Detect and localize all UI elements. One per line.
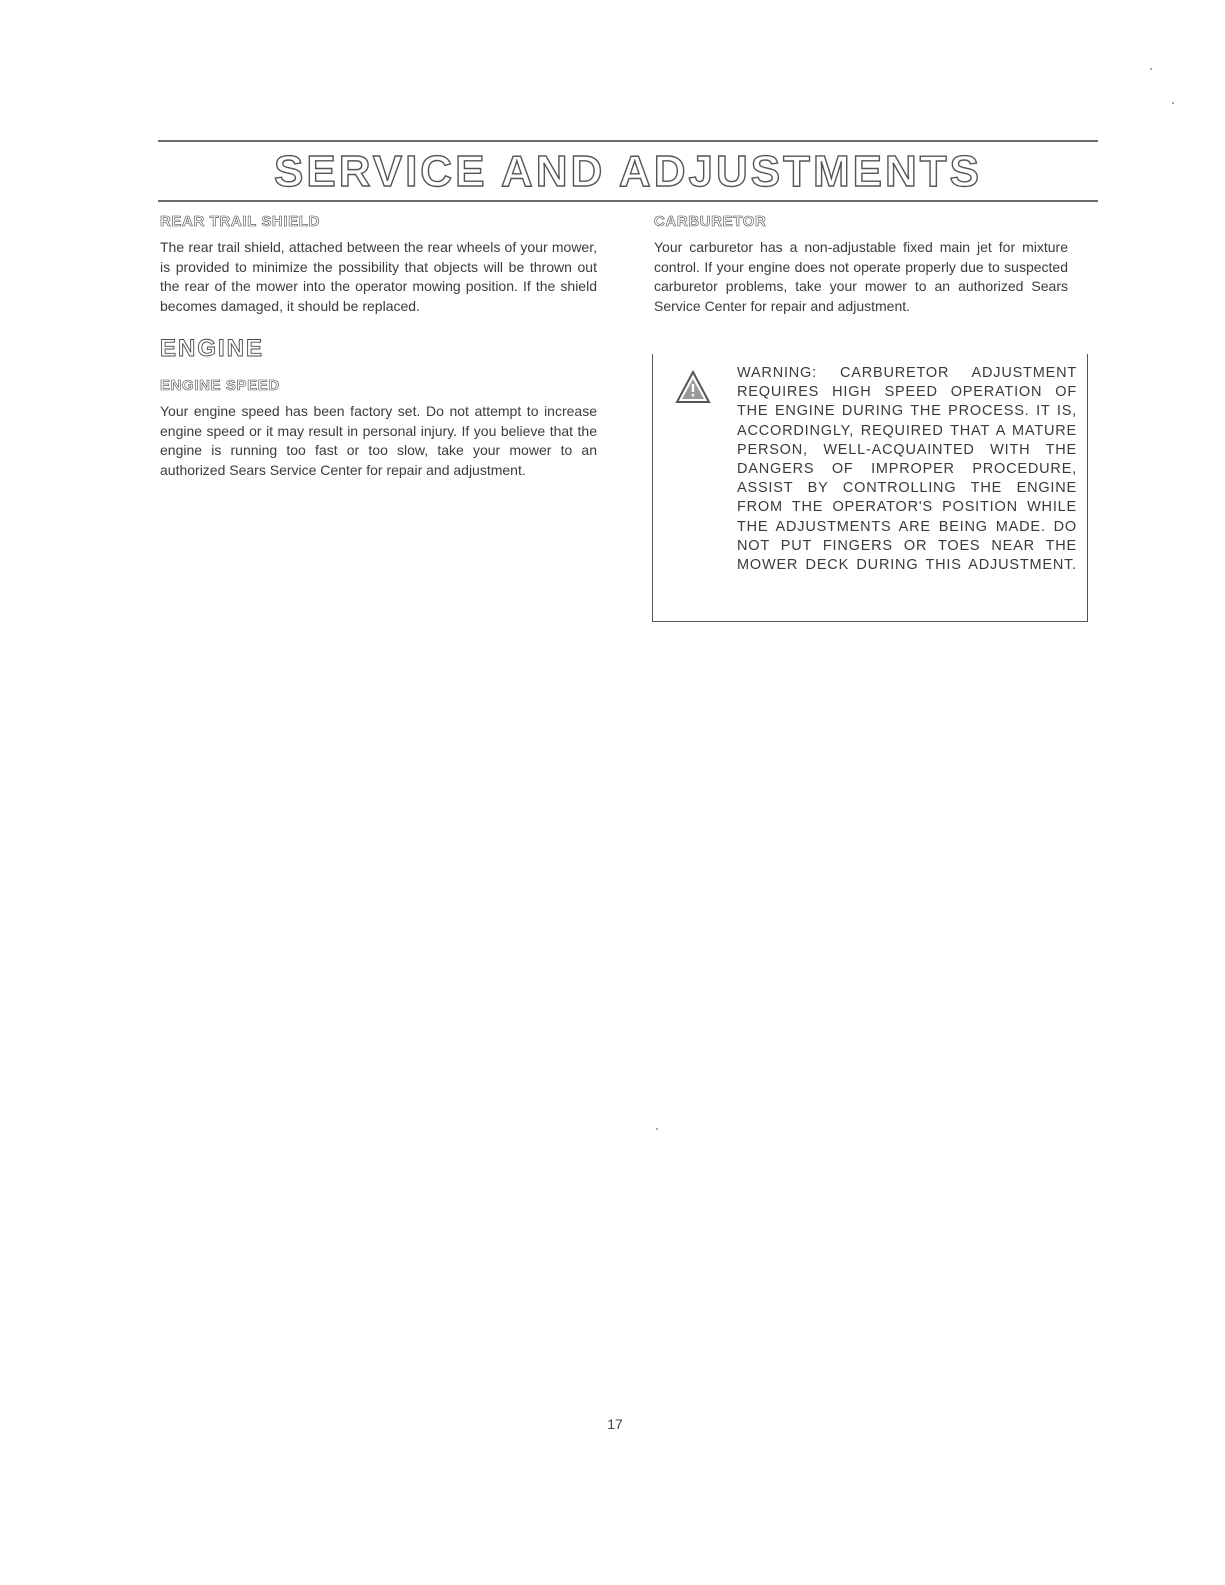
engine-speed-heading: ENGINE SPEED: [160, 377, 280, 394]
title-rule-bottom: [158, 200, 1098, 202]
page-number: 17: [607, 1416, 623, 1432]
right-column: [654, 212, 1068, 316]
scan-speck: [656, 1128, 658, 1130]
left-column: [160, 212, 597, 480]
scan-speck: [1150, 68, 1152, 70]
rear-trail-shield-heading: REAR TRAIL SHIELD: [160, 213, 320, 230]
scan-speck: [1172, 102, 1174, 104]
engine-heading: ENGINE: [160, 335, 265, 362]
warning-box: [652, 354, 1088, 622]
page-title: SERVICE AND ADJUSTMENTS: [274, 147, 982, 196]
warning-triangle-icon: [675, 370, 711, 404]
carburetor-body: Your carburetor has a non-adjustable fixed main jet for mixture control. If your engine does not operate properly due to suspected carburetor problems, take your mower to an authorized Sears Service Center for repair and adjustment.: [654, 239, 1068, 314]
engine-speed-body: Your engine speed has been factory set. Do not attempt to increase engine speed or it may result in personal injury. If you believe that the engine is running too fast or too slow, take your mower to an authorized Sears Service Center for repair and adjustment.: [160, 403, 597, 478]
warning-text: WARNING: CARBURETOR ADJUSTMENT REQUIRES HIGH SPEED OPERATION OF THE ENGINE DURING THE PROCESS. IT IS, ACCORDINGLY, REQUIRED THAT A MATURE PERSON, WELL-ACQUAINTED WITH THE DANGERS OF IMPROPER PROCEDURE, ASSIST BY CONTROLLING THE ENGINE FROM THE OPERATOR'S POSITION WHILE THE ADJUSTMENTS ARE BEING MADE. DO NOT PUT FINGERS OR TOES NEAR THE MOWER DECK DURING THIS ADJUSTMENT.: [737, 365, 1077, 574]
carburetor-heading: CARBURETOR: [654, 213, 767, 230]
title-rule-top: [158, 140, 1098, 142]
rear-trail-shield-body: The rear trail shield, attached between the rear wheels of your mower, is provided to minimize the possibility that objects will be thrown out the rear of the mower into the operator mowing position. If the shield becomes damaged, it should be replaced.: [160, 239, 597, 314]
